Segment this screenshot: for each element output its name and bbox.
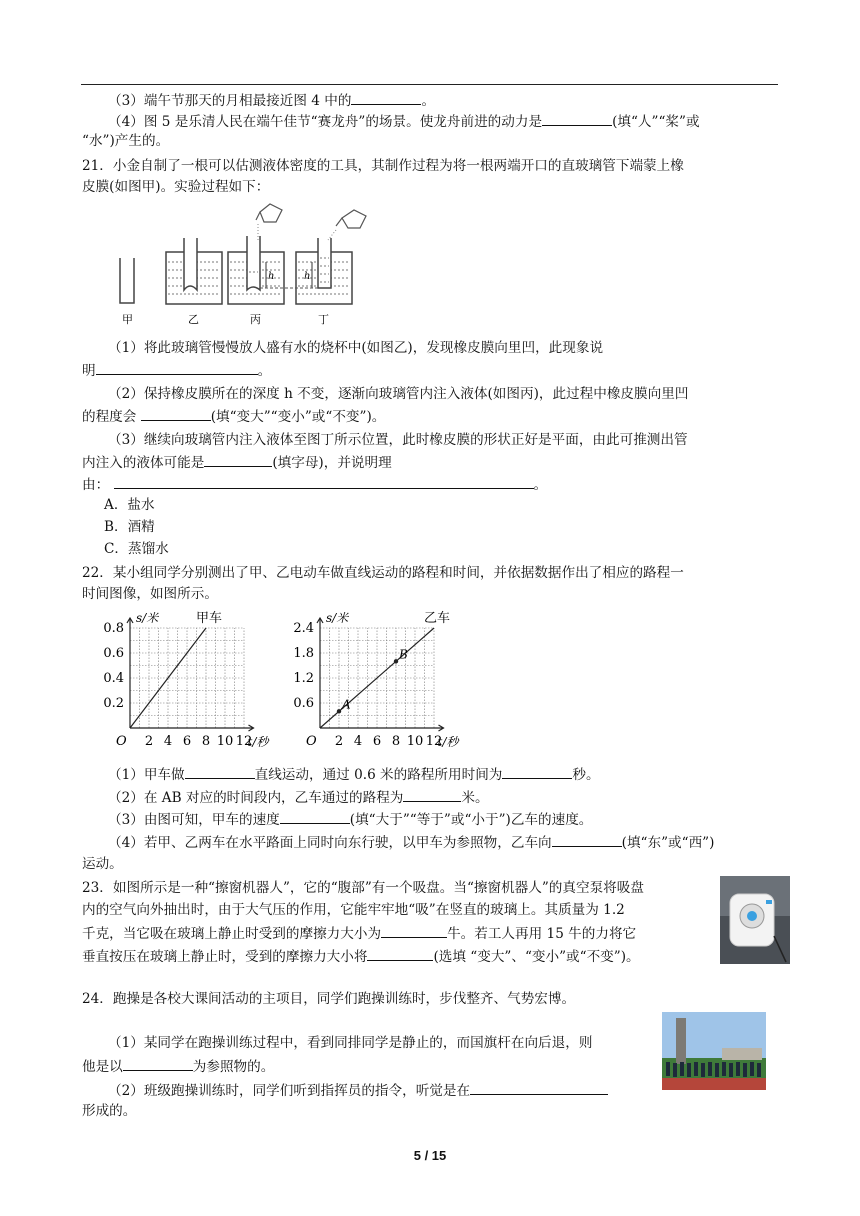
q23-line2: 内的空气向外抽出时，由于大气压的作用，它能牢牢地“吸”在竖直的玻璃上。其质量为 1.2 [82, 902, 625, 918]
q23-line1: 23．如图所示是一种“擦窗机器人”，它的“腹部”有一个吸盘。当“擦窗机器人”的真空泵将吸盘 [82, 880, 644, 896]
figure-label-bing: 丙 [250, 313, 261, 326]
y-tick-label: 1.8 [293, 646, 314, 661]
q20-part3: （3）端午节那天的月相最接近图 4 中的 。 [108, 90, 435, 111]
q21-part1-cont: 明 。 [82, 360, 271, 381]
page-number: 5 / 15 [413, 1148, 447, 1163]
answer-blank[interactable] [123, 1056, 193, 1071]
q22-part4: （4）若甲、乙两车在水平路面上同时向东行驶，以甲车为参照物，乙车向 (填“东”或“西”) [108, 832, 714, 853]
answer-blank[interactable] [542, 111, 612, 126]
q22-intro-cont: 时间图像，如图所示。 [82, 586, 218, 602]
q21-intro: 21．小金自制了一根可以估测液体密度的工具，其制作过程为将一根两端开口的直玻璃管下端蒙上橡 [82, 158, 684, 174]
x-tick-label: 10 [216, 734, 234, 749]
answer-blank[interactable] [552, 832, 622, 847]
y-tick-label: 1.2 [293, 671, 314, 686]
answer-blank[interactable] [141, 406, 211, 421]
y-tick-label: 0.6 [293, 696, 314, 711]
q21-part3-cont: 内注入的液体可能是 (填字母)，并说明理 [82, 452, 392, 473]
point-label: A [342, 697, 351, 712]
q24-part2: （2）班级跑操训练时，同学们听到指挥员的指令，听觉是在 [108, 1080, 608, 1101]
x-tick-label: 2 [144, 734, 154, 749]
answer-blank[interactable] [403, 787, 461, 802]
x-axis-label: t/秒 [437, 735, 459, 749]
y-tick-label: 2.4 [293, 621, 314, 636]
y-axis-label: s/米 [326, 611, 349, 625]
q24-part1-cont: 他是以 为参照物的。 [82, 1056, 274, 1077]
y-tick-label: 0.4 [103, 671, 124, 686]
q21-intro-cont: 皮膜(如图甲)。实验过程如下： [82, 179, 270, 195]
q23-line3: 千克，当它吸在玻璃上静止时受到的摩擦力大小为 牛。若工人再用 15 牛的力将它 [82, 923, 636, 944]
y-axis-label: s/米 [136, 611, 159, 625]
q24-part1: （1）某同学在跑操训练过程中，看到同排同学是静止的，而国旗杆在向后退，则 [108, 1035, 593, 1051]
answer-blank[interactable] [280, 809, 350, 824]
figure-label-yi: 乙 [188, 313, 199, 326]
data-point [337, 709, 341, 713]
x-tick-label: 12 [425, 734, 443, 749]
q22-part2: （2）在 AB 对应的时间段内，乙车通过的路程为 米。 [108, 787, 489, 808]
header-rule [81, 84, 778, 85]
answer-blank[interactable] [96, 360, 258, 375]
y-tick-label: 0.2 [103, 696, 124, 711]
svg-text:h: h [268, 271, 275, 282]
q22-part4-cont: 运动。 [82, 856, 123, 872]
q21-part1: （1）将此玻璃管慢慢放人盛有水的烧杯中(如图乙)，发现橡皮膜向里凹，此现象说 [108, 340, 604, 356]
point-label: B [399, 647, 408, 662]
q20-part4-cont: “水”)产生的。 [82, 133, 170, 149]
series-label: 乙车 [424, 611, 451, 626]
answer-blank[interactable] [470, 1080, 608, 1095]
x-tick-label: 2 [334, 734, 344, 749]
q21-option-b: B．酒精 [104, 519, 155, 535]
y-tick-label: 0.6 [103, 646, 124, 661]
y-tick-label: 0.8 [103, 621, 124, 636]
q20-part4: （4）图 5 是乐清人民在端午佳节“赛龙舟”的场景。使龙舟前进的动力是 (填“人”“桨”或 [108, 111, 700, 132]
q21-part3: （3）继续向玻璃管内注入液体至图丁所示位置，此时橡皮膜的形状正好是平面，由此可推测出管 [108, 432, 688, 448]
answer-blank[interactable] [381, 923, 447, 938]
data-point [394, 659, 398, 663]
q21-option-a: A．盐水 [104, 497, 155, 513]
svg-text:h: h [304, 271, 311, 282]
x-tick-label: 12 [235, 734, 253, 749]
answer-blank[interactable] [204, 452, 272, 467]
answer-blank[interactable] [502, 764, 572, 779]
q24-part2-cont: 形成的。 [82, 1103, 137, 1119]
chart-yi-car [292, 604, 482, 754]
answer-blank[interactable] [185, 764, 255, 779]
figure-label-ding: 丁 [318, 313, 329, 326]
origin-label: O [116, 734, 127, 749]
x-tick-label: 8 [201, 734, 211, 749]
q21-part2: （2）保持橡皮膜所在的深度 h 不变，逐渐向玻璃管内注入液体(如图丙)，此过程中橡皮膜向里凹 [108, 386, 689, 402]
q22-part3: （3）由图可知，甲车的速度 (填“大于”“等于”或“小于”)乙车的速度。 [108, 809, 592, 830]
x-tick-label: 8 [391, 734, 401, 749]
x-tick-label: 4 [163, 734, 173, 749]
answer-blank[interactable] [351, 90, 421, 105]
origin-label: O [306, 734, 317, 749]
window-cleaning-robot-photo [720, 876, 790, 964]
q21-part3-reason: 由： 。 [82, 474, 547, 495]
tube-experiment-figure [110, 200, 390, 330]
chart-jia-car [98, 604, 278, 754]
answer-blank[interactable] [114, 474, 534, 489]
x-tick-label: 10 [406, 734, 424, 749]
q21-part2-cont: 的程度会 (填“变大”“变小”或“不变”)。 [82, 406, 385, 427]
answer-blank[interactable] [367, 946, 433, 961]
x-axis-label: t/秒 [247, 735, 269, 749]
q22-part1: （1）甲车做 直线运动，通过 0.6 米的路程所用时间为 秒。 [108, 764, 600, 785]
q22-intro: 22．某小组同学分别测出了甲、乙电动车做直线运动的路程和时间，并依据数据作出了相应的路程一 [82, 565, 684, 581]
figure-label-jia: 甲 [122, 313, 133, 326]
x-tick-label: 6 [182, 734, 192, 749]
q24-intro: 24．跑操是各校大课间活动的主项目，同学们跑操训练时，步伐整齐、气势宏博。 [82, 991, 576, 1007]
x-tick-label: 6 [372, 734, 382, 749]
x-tick-label: 4 [353, 734, 363, 749]
running-drill-photo [662, 1012, 766, 1090]
series-label: 甲车 [196, 611, 223, 626]
q21-option-c: C．蒸馏水 [104, 541, 169, 557]
q23-line4: 垂直按压在玻璃上静止时，受到的摩擦力大小将 (选填 “变大”、“变小”或“不变”)。 [82, 946, 640, 967]
